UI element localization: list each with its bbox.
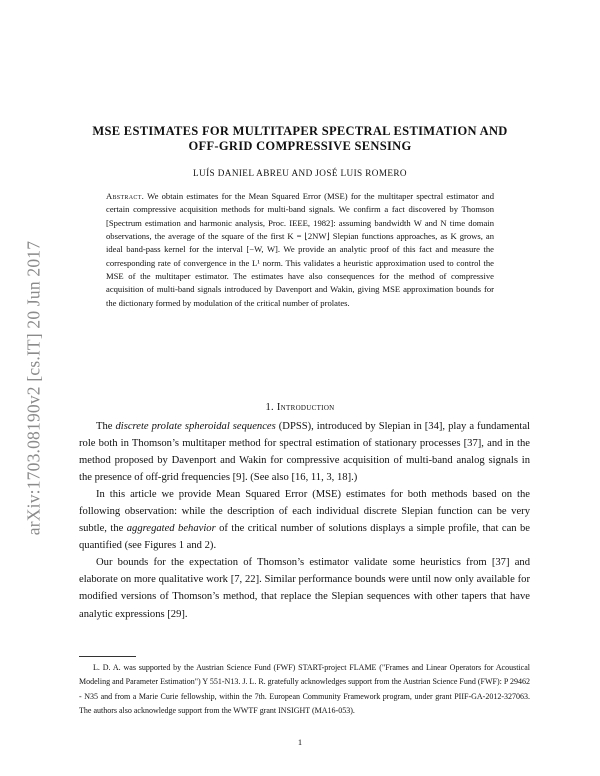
author-list: LUÍS DANIEL ABREU AND JOSÉ LUIS ROMERO [193, 168, 407, 178]
section-title: Introduction [276, 402, 335, 413]
abstract [106, 190, 494, 310]
body-text [79, 418, 530, 623]
title-line-2: OFF-GRID COMPRESSIVE SENSING [188, 139, 412, 153]
footnote-divider [79, 656, 136, 657]
abstract-text: We obtain estimates for the Mean Squared Error (MSE) for the multitaper spectral estimator and certain compressive acquisition methods for multi-band signals. We confirm a fact discovered by Thomson [Spectrum estimation and harmonic analysis, Proc. IEEE, 1982]: assuming bandwidth W and N time domain observations, the average of the square of the first K = ⌊2NW⌋ Slepian functions approaches, as K grows, an ideal band-pass kernel for the interval [−W, W]. We provide an analytic proof of this fact and measure the corresponding rate of convergence in the L¹ norm. This validates a heuristic approximation used to control the MSE of the multitaper estimator. The estimates have also consequences for the method of compressive acquisition of multi-band signals introduced by Davenport and Wakin, giving MSE approximation bounds for the dictionary formed by modulation of the critical number of prolates. [106, 191, 494, 308]
page-number: 1 [297, 737, 303, 747]
paragraph-1-pre: The [96, 421, 116, 432]
paragraph-3: Our bounds for the expectation of Thomson’s estimator validate some heuristics from [37] and elaborate on more qualitative work [7, 22]. Similar performance bounds were until now only available for modified versions of Thomson’s method, that replace the Slepian sequences with other tapers that have analytic expressions [29]. [79, 557, 530, 620]
footnote: L. D. A. was supported by the Austrian Science Fund (FWF) START-project FLAME ("Frames and Linear Operators for Acoustical Modeling and Parameter Estimation") Y 551-N13. J. L. R. gratefully acknowledges support from the Austrian Science Fund (FWF): P 29462 - N35 and from a Marie Curie fellowship, within the 7th. European Community Framework program, under grant PIIF-GA-2012-327063. The authors also acknowledge support from the WWTF grant INSIGHT (MA16-053). [79, 663, 530, 716]
paragraph-1-emphasis: discrete prolate spheroidal sequences [115, 421, 276, 432]
paragraph-2-emphasis: aggregated behavior [126, 523, 216, 535]
arxiv-identifier: arXiv:1703.08190v2 [cs.IT] 20 Jun 2017 [23, 240, 44, 536]
paragraph-1-post: (DPSS), introduced by Slepian in [34], play a fundamental role both in Thomson’s multitaper method for spectral estimation of stationary processes [37], and in the method proposed by Davenport and Wakin for compressive acquisition of multi-band analog signals in the presence of off-grid frequencies [9]. (See also [16, 11, 3, 18].) [79, 421, 530, 484]
paper-title [70, 124, 530, 154]
paragraph-2-pre: In this article we provide Mean Squared Error (MSE) estimates for both methods based on the following observation: while the description of each individual discrete Slepian function can be very subtle, the [79, 489, 530, 535]
section-heading [70, 402, 530, 413]
title-line-1: MSE ESTIMATES FOR MULTITAPER SPECTRAL ESTIMATION AND [92, 124, 508, 138]
paragraph-2-post: of the critical number of solutions displays a simple profile, that can be quantified (see Figures 1 and 2). [79, 523, 530, 552]
paragraph-2 [79, 486, 530, 554]
abstract-label: Abstract. [106, 191, 145, 201]
paragraph-1 [79, 418, 530, 486]
section-number: 1. [265, 402, 274, 413]
